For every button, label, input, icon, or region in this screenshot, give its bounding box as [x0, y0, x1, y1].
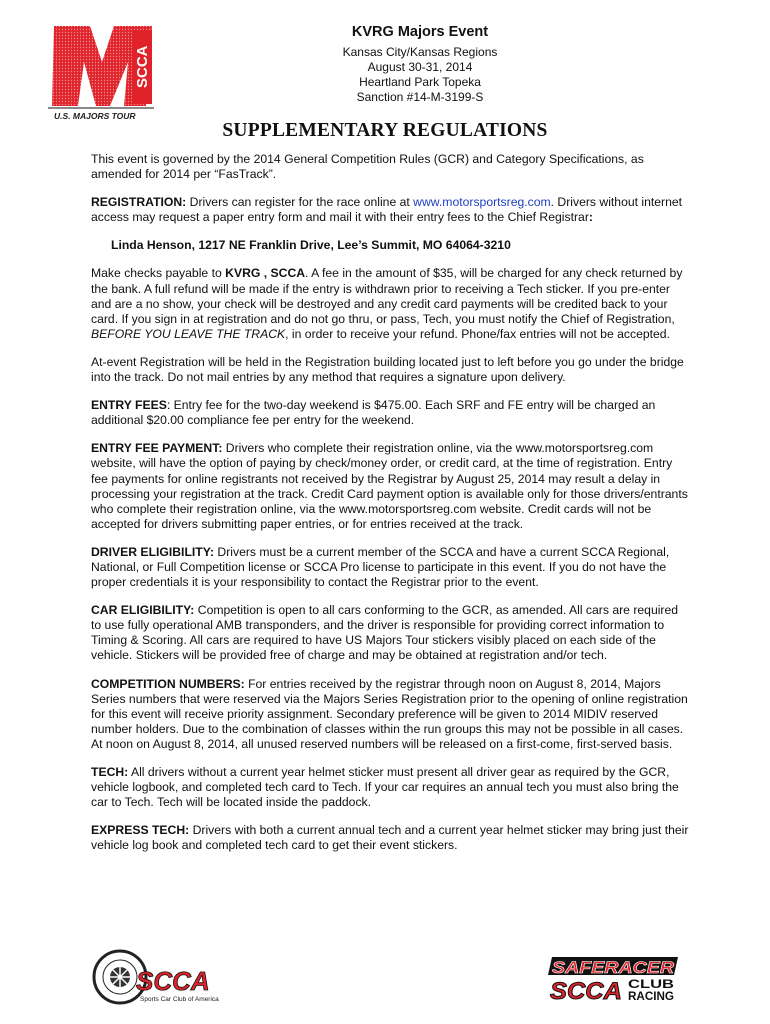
driver-eligibility-paragraph	[91, 545, 689, 590]
competition-numbers-label: COMPETITION NUMBERS:	[91, 676, 245, 691]
saferacer-line3b: RACING	[628, 989, 674, 1003]
driver-eligibility-label: DRIVER ELIGIBILITY:	[91, 544, 215, 559]
saferacer-line3a: CLUB	[628, 977, 675, 991]
intro-paragraph: This event is governed by the 2014 General Competition Rules (GCR) and Category Specifications, as amended for 2014 per “FasTrack”.	[91, 152, 644, 182]
event-region: Kansas City/Kansas Regions	[342, 45, 498, 59]
at-event-paragraph: At-event Registration will be held in the Registration building located just to left before you go under the bridge into the track. Do not mail entries by any method that requires a signature upon delivery.	[91, 354, 684, 385]
checks-text-2: . A fee in the amount of $35, will be charged for any check returned by the bank. A full refund will be made if the entry is withdrawn prior to receiving a Tech sticker. If you pre-enter and are a no show, your check will be destroyed and any credit card payments will be credited back to your card. If you sign in at registration and do not go thru, or pass, Tech, you must notify the Chief of Registration,	[91, 266, 683, 326]
registration-text: Drivers can register for the race online at	[186, 195, 414, 210]
scca-logo-tagline: Sports Car Club of America	[140, 996, 219, 1003]
car-eligibility-text: Competition is open to all cars conforming to the GCR, as amended. All cars are required to use fully operational AMB transponders, and the driver is responsible for providing correct information to Timing & Scoring. All cars are required to have US Majors Tour stickers visibly placed on each side of the vehicle. Stickers will be provided free of charge and may be obtained at registration and/or tech.	[91, 603, 679, 663]
event-dates: August 30-31, 2014	[367, 60, 473, 74]
competition-numbers-text: For entries received by the registrar through noon on August 8, 2014, Majors Series numbers that were reserved via the Majors Series Registration prior to the opening of online registration for this event will receive priority assignment. Secondary preference will be given to 2014 MIDIV reserved number holders. Due to the combination of classes within the run groups this may not be possible in all cases. At noon on August 8, 2014, all unused reserved numbers will be released on a first-come, first-served basis.	[91, 676, 688, 751]
registration-colon: :	[588, 210, 593, 225]
majors-logo-caption: U.S. MAJORS TOUR	[54, 111, 136, 121]
checks-text: Make checks payable to	[91, 266, 226, 281]
entry-fees-paragraph	[91, 398, 689, 428]
us-majors-tour-logo	[46, 22, 158, 122]
express-tech-text: Drivers with both a current annual tech and a current year helmet sticker may bring just their vehicle log book and completed tech card to get their event stickers.	[91, 823, 689, 853]
tech-label: TECH:	[91, 765, 129, 779]
event-title: KVRG Majors Event	[351, 24, 489, 40]
express-tech-paragraph	[91, 823, 689, 853]
event-sanction: Sanction #14-M-3199-S	[356, 90, 484, 104]
checks-emphasis: BEFORE YOU LEAVE THE TRACK	[91, 326, 286, 341]
entry-fee-payment-paragraph	[91, 441, 689, 532]
registration-label: REGISTRATION:	[91, 195, 187, 210]
car-eligibility-label: CAR ELIGIBILITY:	[91, 603, 195, 618]
tech-text: All drivers without a current year helmet sticker must present all driver gear as required by the GCR, vehicle logbook, and completed tech card to Tech. If your car requires an annual tech you must also bring the car to Tech. Tech will be located inside the paddock.	[91, 765, 679, 810]
express-tech-label: EXPRESS TECH:	[91, 823, 190, 838]
entry-fee-payment-label: ENTRY FEE PAYMENT:	[91, 441, 223, 456]
registration-text-2: . Drivers without internet access may request a paper entry form and mail it with their entry fees to the Chief Registrar	[91, 195, 683, 225]
entry-fees-label: ENTRY FEES	[91, 398, 167, 413]
registration-paragraph	[91, 195, 689, 225]
entry-fees-text: : Entry fee for the two-day weekend is $475.00. Each SRF and FE entry will be charged an additional $20.00 compliance fee per entry for the weekend.	[91, 398, 656, 428]
checks-text-3: , in order to receive your refund. Phone/fax entries will not be accepted.	[285, 326, 670, 341]
driver-eligibility-text: Drivers must be a current member of the SCCA and have a current SCCA Regional, National, or Full Competition license or SCCA Pro license to participate in this event. If you do not have the proper credentials it is your responsibility to contact the Registrar prior to the event.	[91, 544, 670, 590]
tech-paragraph	[91, 765, 689, 810]
saferacer-logo	[546, 955, 680, 1003]
document-title: SUPPLEMENTARY REGULATIONS	[222, 120, 548, 141]
saferacer-line2: SCCA	[550, 978, 622, 1003]
scca-logo-text: SCCA	[136, 966, 210, 996]
scca-logo	[92, 948, 222, 1006]
majors-logo-vertical-text: SCCA	[134, 45, 151, 88]
competition-numbers-paragraph	[91, 677, 689, 752]
motorsportsreg-link[interactable]: www.motorsportsreg.com	[413, 195, 551, 210]
saferacer-line1: SAFERACER	[552, 958, 675, 977]
regulations-body	[91, 152, 689, 866]
checks-paragraph	[91, 266, 689, 341]
car-eligibility-paragraph	[91, 603, 689, 663]
event-venue: Heartland Park Topeka	[359, 75, 481, 89]
checks-payee: KVRG , SCCA	[225, 266, 306, 281]
registrar-address: Linda Henson, 1217 NE Franklin Drive, Lee’s Summit, MO 64064-3210	[111, 238, 511, 253]
entry-fee-payment-text: Drivers who complete their registration online, via the www.motorsportsreg.com website, will have the option of paying by check/money order, or credit card, at the time of registration. Entry fee payments for online registrants not received by the Registrar by August 25, 2014 may result a delay in processing your registration at the track. Credit Card payment option is available only for those drivers/entrants who complete their registration online, via the www.motorsportsreg.com website. Credit cards will not be accepted for drivers submitting paper entries, or for entries received at the track.	[91, 441, 688, 531]
